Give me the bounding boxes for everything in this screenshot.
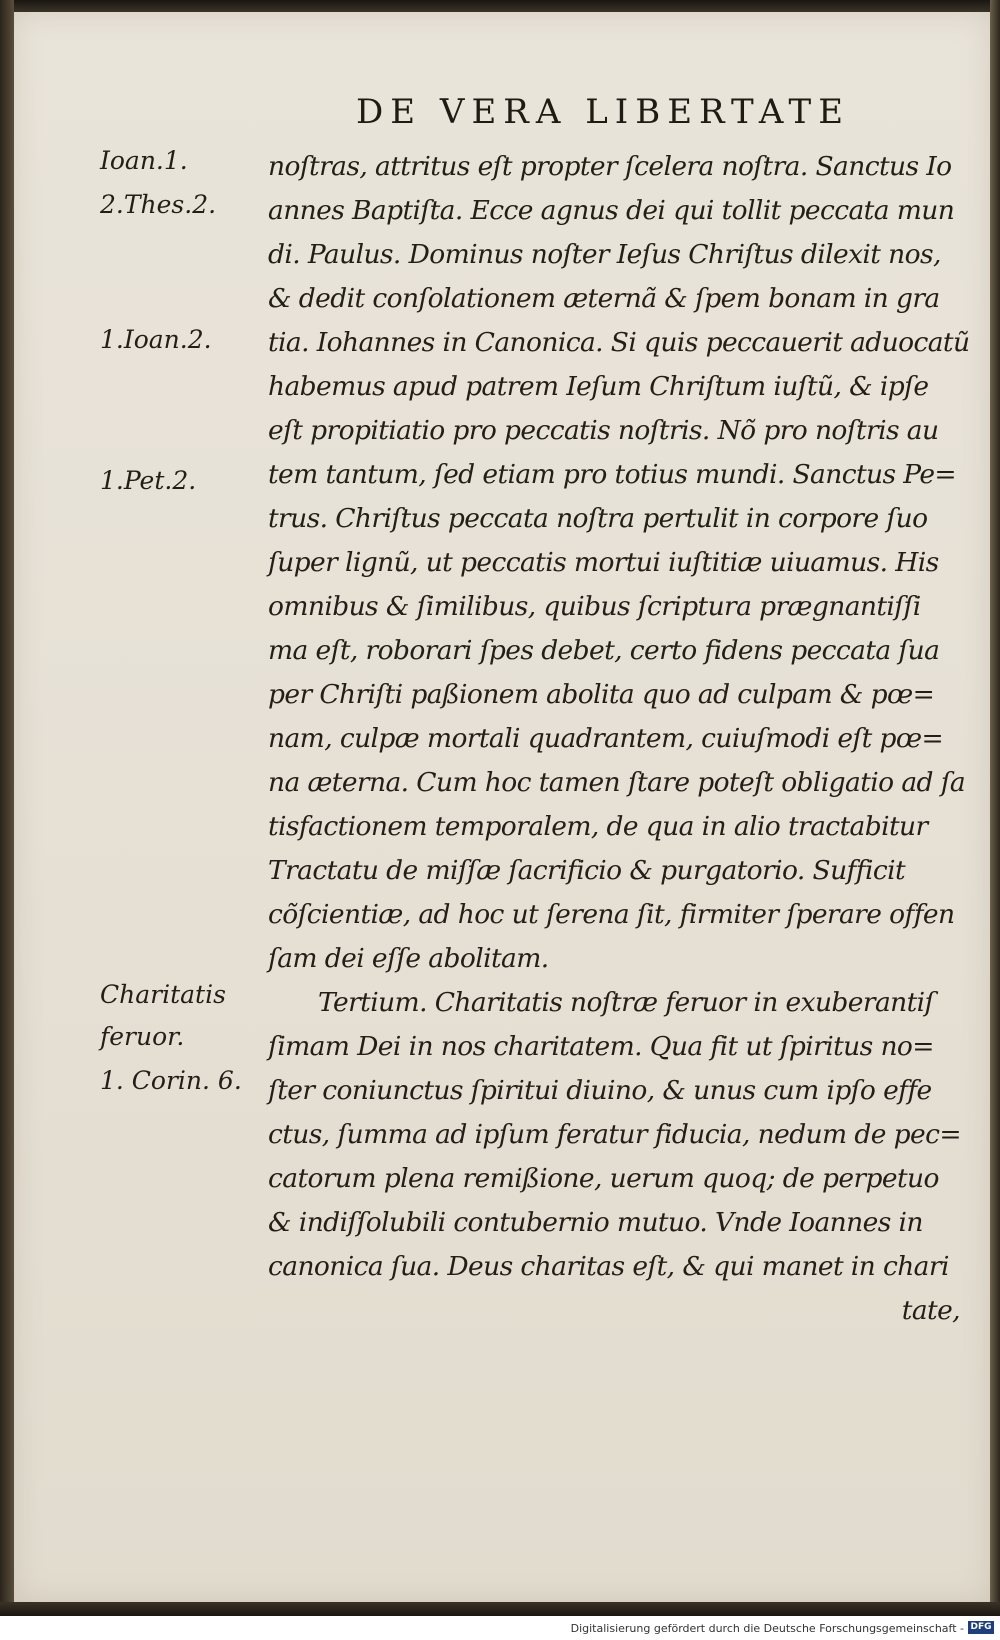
text-line: trus. Chriſtus peccata noſtra pertulit in corpore ſuo bbox=[268, 503, 928, 534]
text-line: cõſcientiæ, ad hoc ut ſerena ſit, firmiter ſperare offen bbox=[268, 899, 955, 930]
text-line: & indiſſolubili contubernio mutuo. Vnde Ioannes in bbox=[268, 1207, 923, 1238]
margin-note: 2.Thes.2. bbox=[100, 190, 217, 219]
digitization-credit: Digitalisierung gefördert durch die Deutsche Forschungsgemeinschaft - bbox=[570, 1622, 964, 1635]
text-line: ſam dei eſſe abolitam. bbox=[268, 943, 549, 974]
text-line: annes Baptiſta. Ecce agnus dei qui tollit peccata mun bbox=[268, 195, 955, 226]
text-line: di. Paulus. Dominus noſter Ieſus Chriſtus dilexit nos, bbox=[268, 239, 941, 270]
text-line: ſimam Dei in nos charitatem. Qua fit ut ſpiritus no= bbox=[268, 1031, 934, 1062]
text-line: Tractatu de miſſæ ſacrificio & purgatorio. Sufficit bbox=[268, 855, 905, 886]
catchword: tate, bbox=[901, 1295, 960, 1326]
text-line: & dedit conſolationem æternã & ſpem bonam in gra bbox=[268, 283, 940, 314]
margin-note: 1.Pet.2. bbox=[100, 466, 197, 495]
running-title: DE VERA LIBERTATE bbox=[356, 92, 851, 132]
text-line: tia. Iohannes in Canonica. Si quis peccauerit aduocatũ bbox=[268, 327, 970, 358]
dfg-logo: DFG bbox=[968, 1621, 994, 1634]
margin-note: Charitatis bbox=[100, 980, 226, 1009]
book-bottom-edge bbox=[0, 1602, 1000, 1616]
text-line: omnibus & ſimilibus, quibus ſcriptura prægnantiſſi bbox=[268, 591, 921, 622]
text-line: tem tantum, ſed etiam pro totius mundi. Sanctus Pe= bbox=[268, 459, 957, 490]
text-line: noſtras, attritus eſt propter ſcelera noſtra. Sanctus Io bbox=[268, 151, 952, 182]
margin-note: 1.Ioan.2. bbox=[100, 325, 212, 354]
text-line: tisfactionem temporalem, de qua in alio tractabitur bbox=[268, 811, 928, 842]
body-text bbox=[268, 145, 968, 1333]
text-line: ma eſt, roborari ſpes debet, certo fidens peccata ſua bbox=[268, 635, 940, 666]
margin-note: feruor. bbox=[100, 1022, 185, 1051]
book-top-edge bbox=[0, 0, 1000, 12]
text-line: Tertium. Charitatis noſtræ feruor in exuberantiſ bbox=[318, 987, 934, 1018]
text-line: na æterna. Cum hoc tamen ſtare poteſt obligatio ad ſa bbox=[268, 767, 966, 798]
text-line: nam, culpæ mortali quadrantem, cuiuſmodi eſt pœ= bbox=[268, 723, 944, 754]
text-line: catorum plena remißione, uerum quoq; de perpetuo bbox=[268, 1163, 939, 1194]
text-line: per Chriſti paßionem abolita quo ad culpam & pœ= bbox=[268, 679, 935, 710]
text-line: eſt propitiatio pro peccatis noſtris. Nõ pro noſtris au bbox=[268, 415, 939, 446]
text-line: canonica ſua. Deus charitas eſt, & qui manet in chari bbox=[268, 1251, 949, 1282]
text-line: ſuper lignũ, ut peccatis mortui iuſtitiæ uiuamus. His bbox=[268, 547, 939, 578]
margin-note: Ioan.1. bbox=[100, 146, 188, 175]
text-line: habemus apud patrem Ieſum Chriſtum iuſtũ, & ipſe bbox=[268, 371, 929, 402]
book-right-edge bbox=[990, 0, 1000, 1610]
book-left-edge bbox=[0, 0, 14, 1640]
margin-note: 1. Corin. 6. bbox=[100, 1066, 242, 1095]
text-line: ſter coniunctus ſpiritui diuino, & unus cum ipſo effe bbox=[268, 1075, 932, 1106]
text-line: ctus, ſumma ad ipſum feratur fiducia, nedum de pec= bbox=[268, 1119, 961, 1150]
